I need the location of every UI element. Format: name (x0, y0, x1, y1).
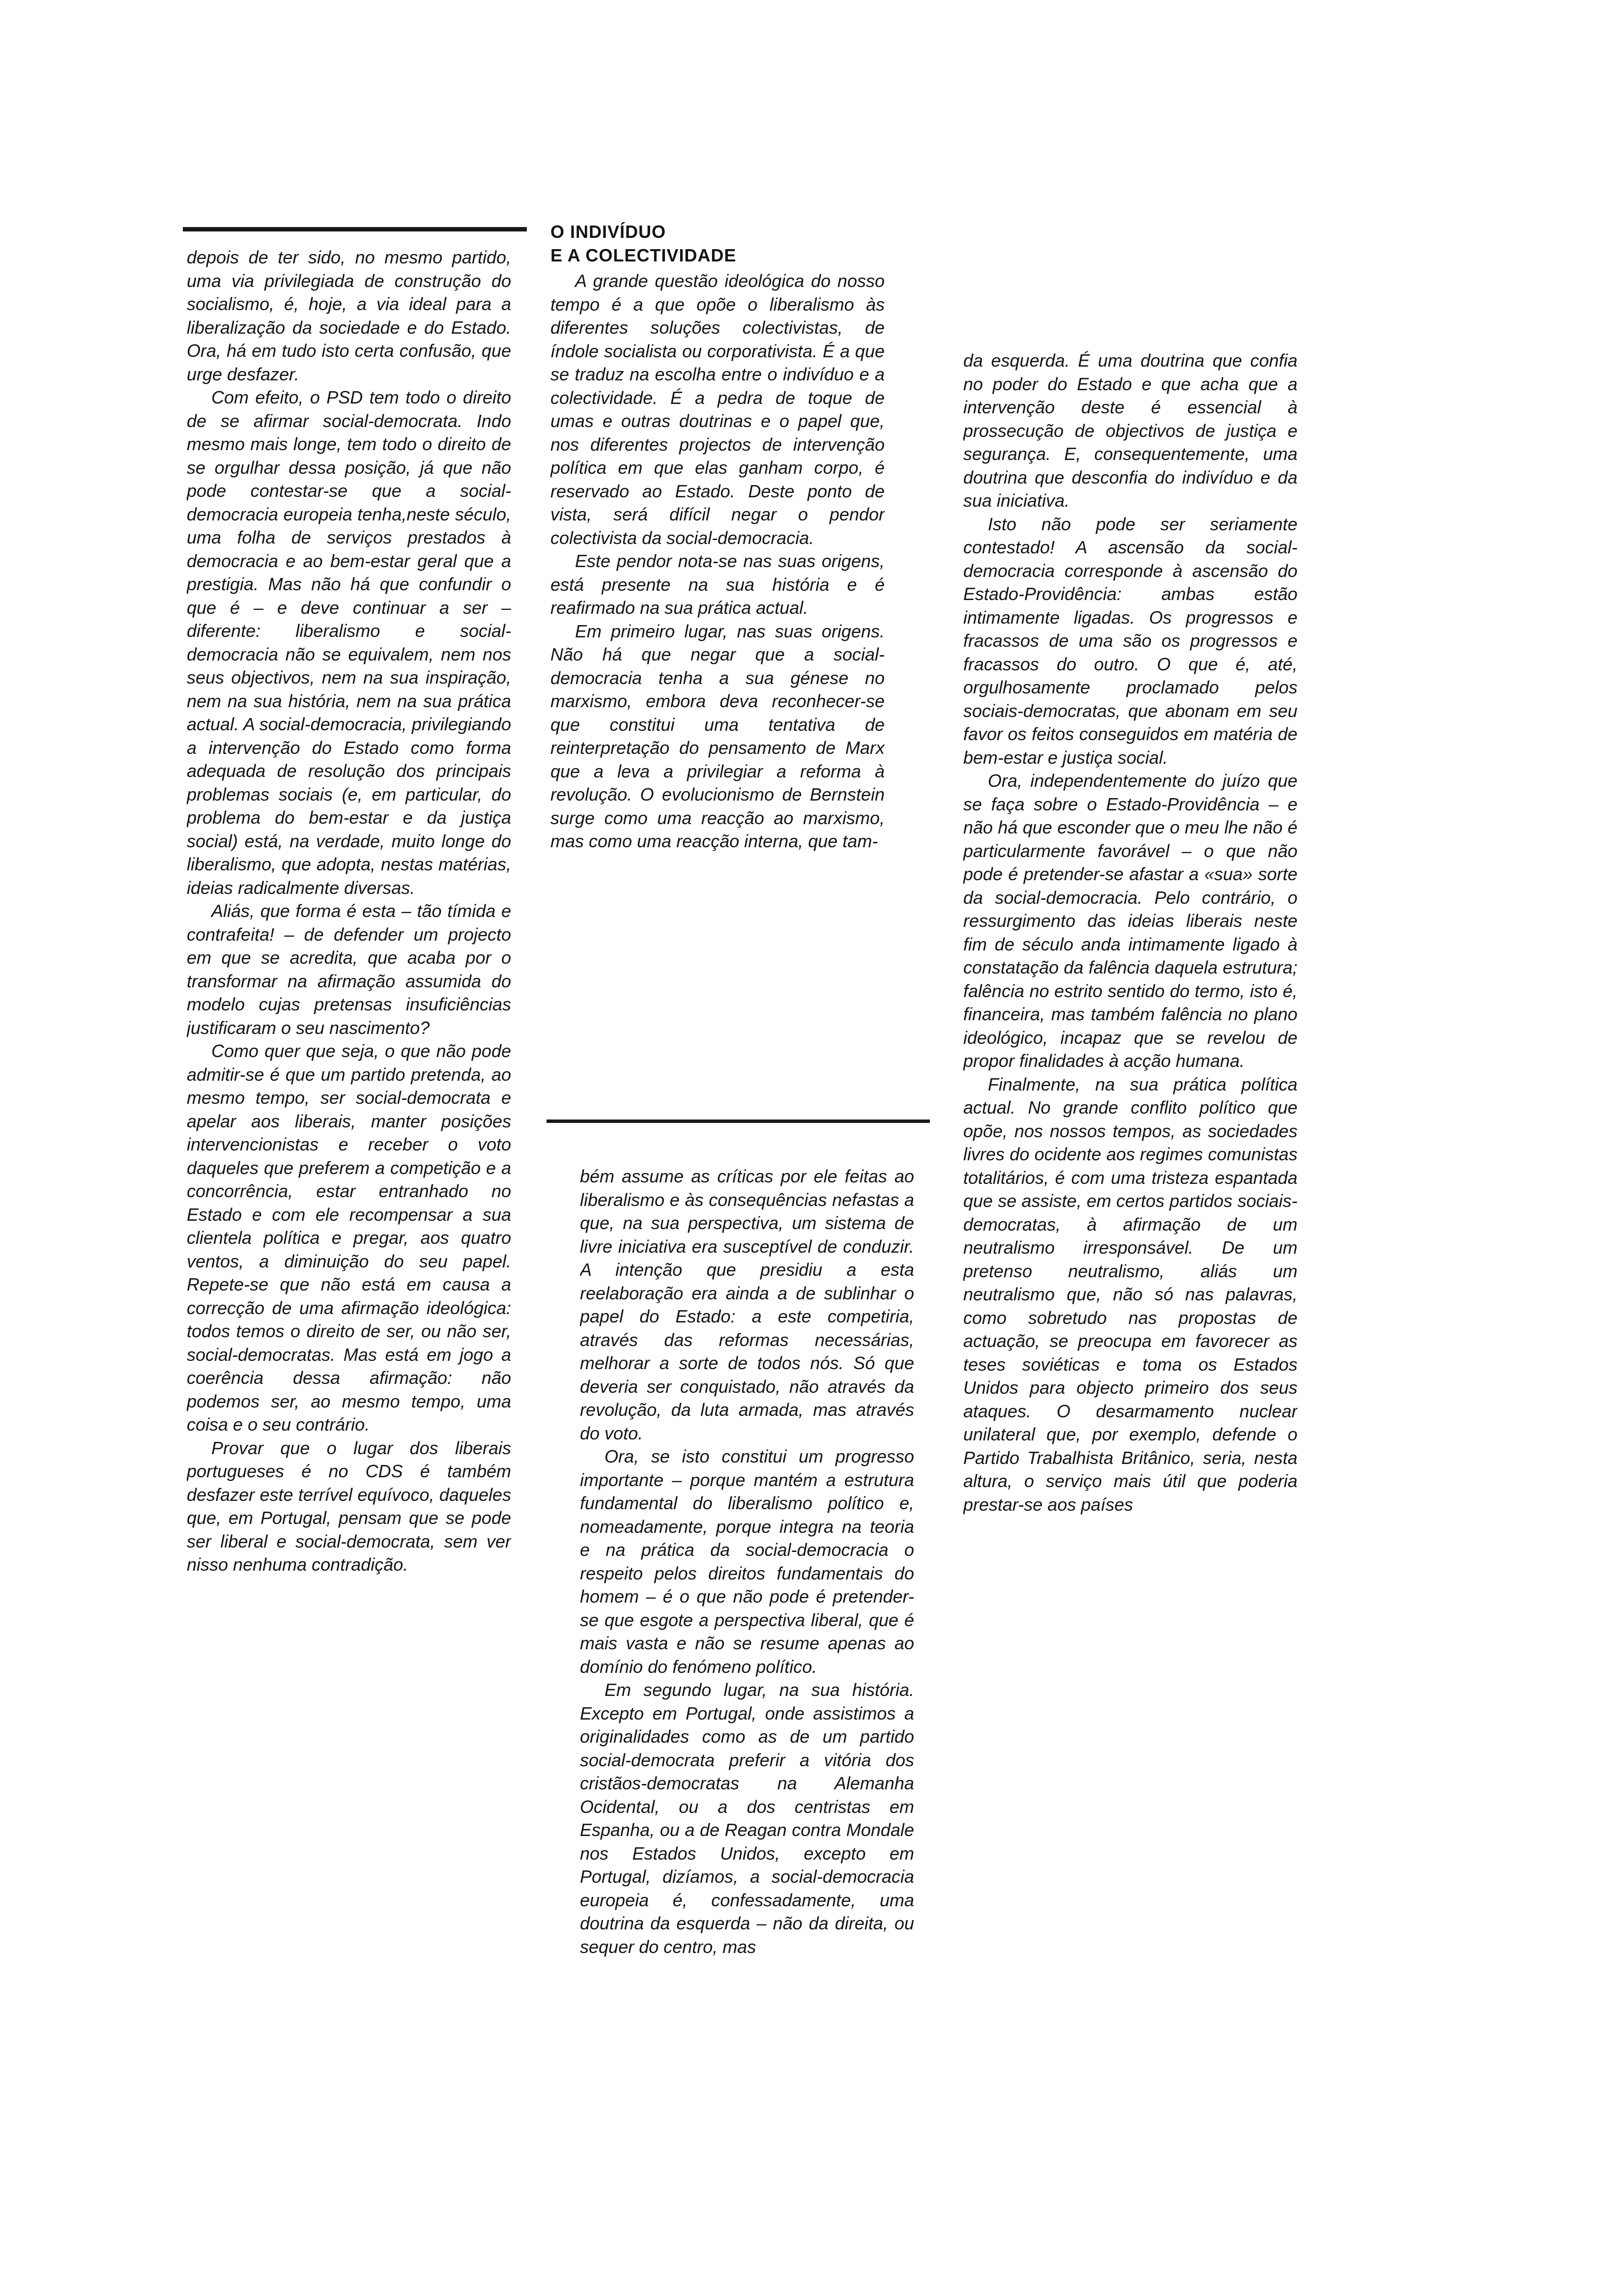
column-separator-rule (547, 1119, 930, 1123)
section-heading (550, 220, 885, 267)
paragraph: Isto não pode ser seriamente contestado! A ascensão da social-democracia corresponde à ascensão do Estado-Providência: ambas estão intimamente ligadas. Os progressos e fracassos de uma são os progressos e fracassos do outro. O que é, até, orgulhosamente proclamado pelos sociais-democratas, que abonam em seu favor os feitos conseguidos em matéria de bem-estar e justiça social. (963, 514, 1297, 768)
paragraph: bém assume as críticas por ele feitas ao liberalismo e às consequências nefastas a que, na sua perspectiva, um sistema de livre iniciativa era susceptível de conduzir. A intenção que presidiu a esta reelaboração era ainda a de sublinhar o papel do Estado: a este competiria, através das reformas necessárias, melhorar a sorte de todos nós. Só que deveria ser conquistado, não através da revolução, da luta armada, mas através do voto. (580, 1166, 914, 1443)
paragraph: Como quer que seja, o que não pode admitir-se é que um partido pretenda, ao mesmo tempo, ser social-democrata e apelar aos liberais, manter posições intervencionistas e receber o voto daqueles que preferem a competição e a concorrência, estar entranhado no Estado e com ele recompensar a sua clientela política e pregar, aos quatro ventos, a diminuição do seu papel. Repete-se que não está em causa a correcção de uma afirmação ideológica: todos temos o direito de ser, ou não ser, social-democratas. Mas está em jogo a coerência dessa afirmação: não podemos ser, ao mesmo tempo, uma coisa e o seu contrário. (187, 1041, 511, 1435)
article-column-2-top (550, 269, 885, 1105)
paragraph: Em primeiro lugar, nas suas origens. Não há que negar que a social-democracia tenha a sua génese no marxismo, embora deva reconhecer-se que constitui uma tentativa de reinterpretação do pensamento de Marx que a leva a privilegiar a reforma à revolução. O evolucionismo de Bernstein surge como uma reacção ao marxismo, mas como uma reacção interna, que tam- (550, 621, 885, 851)
paragraph: Em segundo lugar, na sua história. Excepto em Portugal, onde assistimos a originalidades como as de um partido social-democrata preferir a vitória dos cristãos-democratas na Alemanha Ocidental, ou a dos centristas em Espanha, ou a de Reagan contra Mondale nos Estados Unidos, excepto em Portugal, dizíamos, a social-democracia europeia é, confessadamente, uma doutrina da esquerda – não da direita, ou sequer do centro, mas (580, 1680, 914, 1957)
paragraph: Com efeito, o PSD tem todo o direito de se afirmar social-democrata. Indo mesmo mais longe, tem todo o direito de se orgulhar dessa posição, já que não pode contestar-se que a social-democracia europeia tenha,neste século, uma folha de serviços prestados à democracia e ao bem-estar geral que a prestigia. Mas não há que confundir o que é – e deve continuar a ser – diferente: liberalismo e social-democracia não se equivalem, nem nos seus objectivos, nem na sua inspiração, nem na sua história, nem na sua prática actual. A social-democracia, privilegiando a intervenção do Estado como forma adequada de resolução dos principais problemas sociais (e, em particular, do problema do bem-estar e da justiça social) está, na verdade, muito longe do liberalismo, que adopta, nestas matérias, ideias radicalmente diversas. (187, 387, 511, 898)
article-column-3 (963, 349, 1297, 1774)
article-column-1 (187, 246, 511, 2133)
section-heading-line-1: O INDIVÍDUO (550, 222, 666, 242)
paragraph: Ora, independentemente do juízo que se faça sobre o Estado-Providência – e não há que esconder que o meu lhe não é particularmente favorável – o que não pode é pretender-se afastar a «sua» sorte da social-democracia. Pelo contrário, o ressurgimento das ideias liberais neste fim de século anda intimamente ligado à constatação da falência daquela estrutura; falência no estrito sentido do termo, isto é, financeira, mas também falência no plano ideológico, incapaz que se revelou de propor finalidades à acção humana. (963, 771, 1297, 1071)
paragraph: da esquerda. É uma doutrina que confia no poder do Estado e que acha que a intervenção deste é essencial à prossecução de objectivos de justiça e segurança. E, consequentemente, uma doutrina que desconfia do indivíduo e da sua iniciativa. (963, 350, 1297, 511)
paragraph: Este pendor nota-se nas suas origens, está presente na sua história e é reafirmado na sua prática actual. (550, 551, 885, 618)
paragraph: Finalmente, na sua prática política actual. No grande conflito político que opõe, nos nossos tempos, as sociedades livres do ocidente aos regimes comunistas totalitários, é com uma tristeza espantada que se assiste, em certos partidos sociais-democratas, à afirmação de um neutralismo irresponsável. De um pretenso neutralismo, aliás um neutralismo que, não só nas palavras, como sobretudo nas propostas de actuação, se preocupa em favorecer as teses soviéticas e toma os Estados Unidos para objecto primeiro dos seus ataques. O desarmamento nuclear unilateral que, por exemplo, defende o Partido Trabalhista Britânico, seria, nesta altura, o serviço mais útil que poderia prestar-se aos países (963, 1074, 1297, 1515)
paragraph: Provar que o lugar dos liberais portugueses é no CDS é também desfazer este terrível equívoco, daqueles que, em Portugal, pensam que se pode ser liberal e social-democrata, sem ver nisso nenhuma contradição. (187, 1437, 511, 1575)
paragraph: depois de ter sido, no mesmo partido, uma via privilegiada de construção do socialismo, é, hoje, a via ideal para a liberalização da sociedade e do Estado. Ora, há em tudo isto certa confusão, que urge desfazer. (187, 247, 511, 384)
column-top-rule (183, 227, 527, 231)
article-column-2-bottom (580, 1165, 914, 2167)
paragraph: Ora, se isto constitui um progresso importante – porque mantém a estrutura fundamental do liberalismo político e, nomeadamente, porque integra na teoria e na prática da social-democracia o respeito pelos direitos fundamentais do homem – é o que não pode é pretender-se que esgote a perspectiva liberal, que é mais vasta e não se resume apenas ao domínio do fenómeno político. (580, 1446, 914, 1677)
paragraph: Aliás, que forma é esta – tão tímida e contrafeita! – de defender um projecto em que se acredita, que acaba por o transformar na afirmação assumida do modelo cujas pretensas insuficiências justificaram o seu nascimento? (187, 901, 511, 1038)
paragraph: A grande questão ideológica do nosso tempo é a que opõe o liberalismo às diferentes soluções colectivistas, de índole socialista ou corporativista. É a que se traduz na escolha entre o indivíduo e a colectividade. É a pedra de toque de umas e outras doutrinas e o papel que, nos diferentes projectos de intervenção política em que elas ganham corpo, é reservado ao Estado. Deste ponto de vista, será difícil negar o pendor colectivista da social-democracia. (550, 271, 885, 548)
section-heading-line-2: E A COLECTIVIDADE (550, 245, 737, 265)
